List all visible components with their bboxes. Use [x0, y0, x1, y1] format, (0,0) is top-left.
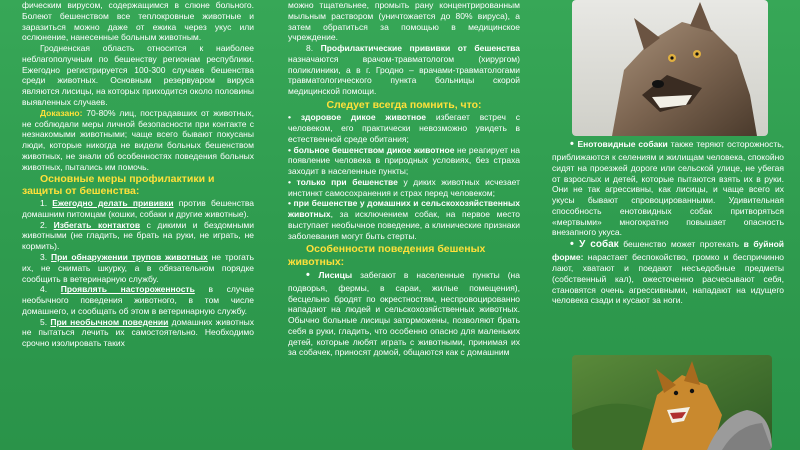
measure-2-text: с дикими и бездомными животными (не гладить, не брать на руки, не играть, не кормить). — [22, 219, 254, 252]
bullet-icon: • — [288, 176, 297, 187]
dogs-title: У собак — [579, 239, 619, 251]
measure-8-title: Профилактические прививки от бешенства — [320, 43, 520, 54]
bullet-icon: • — [570, 138, 578, 150]
measure-5-title: При необычном поведении — [50, 316, 169, 327]
dogs-rest: нарастает беспокойство, громко и беспричинно лают, хватают и поедают несъедобные предметы (собственный кал), ожесточенно расчесывают себя, становятся очень агрессивными, нападают на идущего человека сзади и кусают за ноги. — [552, 252, 784, 306]
raccoon-text: также теряют осторожность, приближаются к селениям и жилищам человека, спокойно сидят на проезжей дороге или сельской улице, не убегая от взрослых и детей, которые пытаются взять их в руки. Они не так агрессивны, как лисицы, и чаще всего их укусы бывают спровоцированными. Удивительная способность енотовидных собак притворяться «мертвыми» многократно повышает опасность внезапного укуса. — [552, 139, 784, 238]
remember-item-3-title: только при бешенстве — [296, 176, 398, 187]
dogs-paragraph — [552, 238, 784, 306]
raccoon-paragraph — [552, 138, 784, 238]
measure-5 — [22, 317, 254, 349]
measure-4-number: 4. — [40, 284, 61, 295]
measure-4-title: Проявлять настороженность — [60, 284, 195, 295]
wolf-photo — [572, 0, 768, 136]
measure-3-title: При обнаружении трупов животных — [50, 252, 208, 262]
region-paragraph: Гродненская область относится к наиболее неблагополучным по бешенству регионам республики. Ежегодно регистрируется 100-300 случаев бешенства среди животных. Основным резервуаром вируса являются лисицы, на которых приходится около половины выявленных случаев. — [22, 43, 254, 108]
proven-label: Доказано: — [40, 107, 83, 118]
remember-heading: Следует всегда помнить, что: — [326, 99, 482, 112]
fox-title: Лисицы — [318, 269, 353, 280]
remember-item-2-text: не реагирует на появление человека в природных условиях, без страха заходит в населенные пункты; — [288, 144, 520, 177]
bullet-icon: • — [288, 144, 294, 155]
measure-2-number: 2. — [40, 219, 54, 230]
measure-1 — [22, 198, 254, 220]
remember-item-3 — [288, 177, 520, 199]
remember-item-4 — [288, 198, 520, 241]
column-middle — [288, 0, 520, 450]
measure-8 — [288, 43, 520, 97]
measure-3-text: не трогать их, не снимать шкурку, а в обязательном порядке сообщить в ветеринарную службу. — [22, 252, 254, 284]
measure-2 — [22, 220, 254, 252]
remember-item-3-text: у диких животных исчезает инстинкт самосохранения и страх перед человеком; — [288, 176, 520, 198]
remember-item-1-text: избегает встреч с человеком, его практически невозможно увидеть в естественной среде обитания; — [288, 112, 520, 144]
remember-item-2 — [288, 145, 520, 177]
measure-3-number: 3. — [40, 252, 51, 262]
intro-paragraph: фическим вирусом, содержащимся в слюне больного. Болеют бешенством все теплокровные животные и заразиться можно даже от ежика через укус или ослюнение, нанесенные больным животным. — [22, 0, 254, 43]
fox-text: забегают в населенные пункты (на подворья, фермы, в сараи, жилые помещения), бесцельно бродят по окрестностям, неспровоцированно нападают на людей и сельскохозяйственных животных. Обычно больные лисицы заторможены, позволяют брать себя в руки, гладить, что особенно опасно для маленьких детей, которые любят играть с животными, принимая их за собачек, приносят домой, общаются как с домашним — [288, 269, 520, 358]
measure-1-text: против бешенства домашним питомцам (кошки, собаки и другие животные). — [22, 198, 254, 219]
measure-8-number: 8. — [306, 43, 321, 54]
measure-8-text: назначаются врачом-травматологом (хирургом) поликлиники, а в г. Гродно – врачами-травматологами травматологического пункта больницы скорой медицинской помощи. — [288, 53, 520, 97]
bullet-icon: • — [288, 112, 301, 123]
measure-5-number: 5. — [40, 316, 51, 327]
measure-4 — [22, 284, 254, 316]
rabid-dog-photo — [572, 355, 772, 450]
proven-paragraph — [22, 108, 254, 173]
wound-paragraph: можно тщательнее, промыть рану концентрированным мыльным раствором (уничтожается до 80% вируса), а затем обратиться за помощью в медицинское учреждение. — [288, 0, 520, 43]
bullet-icon: • — [288, 198, 294, 209]
wolf-image — [572, 0, 768, 136]
raccoon-title: Енотовидные собаки — [577, 139, 668, 149]
fox-paragraph — [288, 269, 520, 358]
dogs-form: в буйной форме: — [552, 239, 784, 263]
prevention-heading: Основные меры профилактики и защиты от бешенства: — [22, 172, 215, 198]
remember-item-2-title: больное бешенством дикое животное — [293, 144, 455, 155]
measure-2-title: Избегать контактов — [53, 219, 141, 230]
measure-3 — [22, 252, 254, 284]
remember-item-1-title: здоровое дикое животное — [300, 112, 426, 123]
bullet-icon: • — [306, 268, 319, 281]
column-right — [552, 136, 784, 355]
behavior-heading: Особенности поведения бешеных животных: — [288, 242, 486, 268]
measure-1-number: 1. — [40, 198, 53, 209]
dog-image — [572, 355, 772, 450]
measure-1-title: Ежегодно делать прививки — [52, 198, 174, 209]
dogs-text: бешенство может протекать — [618, 239, 744, 250]
proven-text: 70-80% лиц, пострадавших от животных, не соблюдали меры личной безопасности при контакте с незнакомыми животными; чаще всего бывают покусаны люди, которые никогда не видели больных бешенством животных, не знали об особенностях поведения больных животных, пытались им помочь. — [22, 107, 254, 172]
remember-item-4-text: , за исключением собак, на первое место выступает необычное поведение, а клинические признаки заболевания могут быть стерты. — [288, 209, 520, 241]
measure-5-text: домашних животных не пытаться лечить их самостоятельно. Необходимо срочно изолировать таких — [22, 316, 254, 349]
column-left — [22, 0, 254, 450]
remember-item-1 — [288, 112, 520, 144]
bullet-icon: • — [570, 238, 580, 251]
measure-4-text: в случае необычного поведения животного, в том числе домашнего, и сообщать об этом в ветеринарную службу. — [22, 284, 254, 316]
remember-item-4-title: при бешенстве у домашних и сельскохозяйственных животных — [288, 198, 520, 220]
